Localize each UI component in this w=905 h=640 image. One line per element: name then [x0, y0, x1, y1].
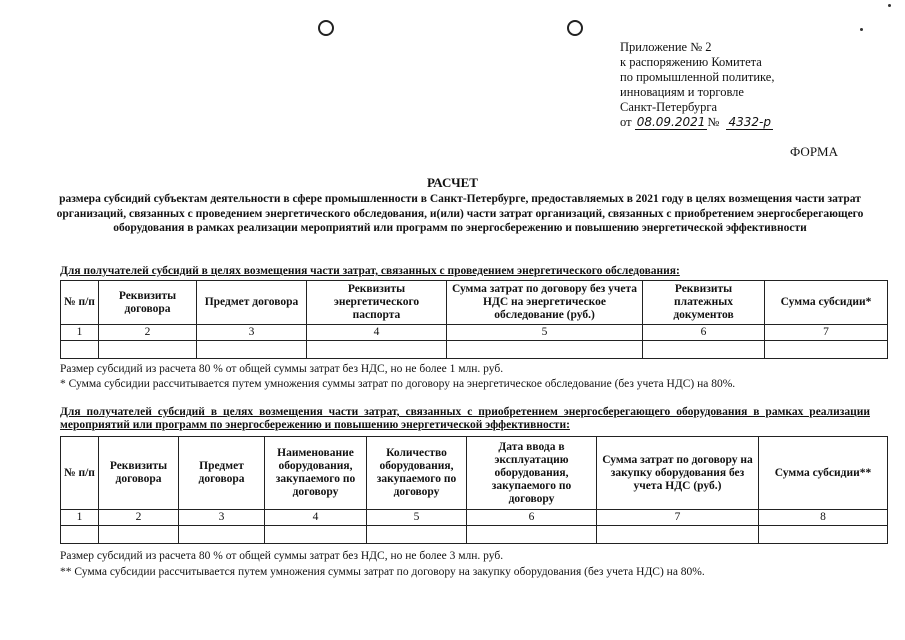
header-cell: Предмет договора	[197, 281, 307, 325]
column-number-row	[61, 510, 888, 526]
header-cell: Сумма затрат по договору на закупку оборудования без учета НДС (руб.)	[597, 437, 759, 510]
handwritten-date: 08.09.2021	[636, 115, 706, 129]
header-cell: Сумма субсидии*	[765, 281, 888, 325]
number-prefix: №	[707, 115, 720, 129]
appendix-date-line	[620, 115, 870, 130]
empty-data-row	[61, 341, 888, 359]
header-cell: № п/п	[61, 437, 99, 510]
empty-cell	[179, 526, 265, 544]
header-cell: Сумма субсидии**	[759, 437, 888, 510]
section1-note-limit: Размер субсидий из расчета 80 % от общей суммы затрат без НДС, но не более 1 млн. руб.	[60, 363, 504, 375]
empty-cell	[99, 341, 197, 359]
empty-cell	[759, 526, 888, 544]
form-label: ФОРМА	[790, 144, 838, 159]
header-cell: Сумма затрат по договору без учета НДС на энергетическое обследование (руб.)	[447, 281, 643, 325]
appendix-line: Приложение № 2	[620, 40, 712, 54]
column-number: 4	[307, 325, 447, 341]
column-number: 7	[765, 325, 888, 341]
section2-heading: Для получателей субсидий в целях возмещения части затрат, связанных с приобретением энергосберегающего оборудования в рамках реализации мероприятий или программ по энергосбережению и повышению энергетической эффективности:	[60, 406, 870, 431]
column-number: 6	[467, 510, 597, 526]
date-prefix: от	[620, 115, 632, 129]
table-energy-audit	[60, 280, 888, 359]
column-number-row	[61, 325, 888, 341]
header-cell: Реквизиты договора	[99, 437, 179, 510]
column-number: 1	[61, 510, 99, 526]
empty-cell	[197, 341, 307, 359]
empty-cell	[367, 526, 467, 544]
empty-cell	[765, 341, 888, 359]
empty-cell	[61, 526, 99, 544]
empty-cell	[61, 341, 99, 359]
column-number: 2	[99, 325, 197, 341]
header-cell: Реквизиты платежных документов	[643, 281, 765, 325]
column-number: 3	[197, 325, 307, 341]
header-cell: Предмет договора	[179, 437, 265, 510]
punch-hole-right	[567, 20, 583, 36]
empty-cell	[265, 526, 367, 544]
appendix-line: к распоряжению Комитета	[620, 55, 762, 69]
empty-cell	[307, 341, 447, 359]
table-header-row	[61, 281, 888, 325]
empty-cell	[467, 526, 597, 544]
scan-speck	[860, 28, 863, 31]
document-subtitle: размера субсидий субъектам деятельности в сфере промышленности в Санкт-Петербурге, предоставляемых в 2021 году в целях возмещения части затрат организаций, связанных с проведением энергетического обследования, и(или) части затрат организаций, связанных с приобретением энергосберегающего оборудования в рамках реализации мероприятий или программ по энергосбережению и повышению энергетической эффективности	[56, 193, 864, 234]
appendix-line: инновациям и торговле	[620, 85, 744, 99]
document-title: РАСЧЕТ	[427, 175, 478, 190]
column-number: 6	[643, 325, 765, 341]
punch-hole-left	[318, 20, 334, 36]
column-number: 7	[597, 510, 759, 526]
section1-heading: Для получателей субсидий в целях возмещения части затрат, связанных с проведением энергетического обследования:	[60, 265, 680, 277]
empty-cell	[597, 526, 759, 544]
empty-cell	[643, 341, 765, 359]
table-equipment	[60, 436, 888, 544]
section2-note-formula: ** Сумма субсидии рассчитывается путем умножения суммы затрат по договору на закупку оборудования (без учета НДС) на 80%.	[60, 566, 705, 578]
table-header-row	[61, 437, 888, 510]
handwritten-number: 4332-р	[728, 115, 771, 129]
header-cell: Дата ввода в эксплуатацию оборудования, закупаемого по договору	[467, 437, 597, 510]
header-cell: Реквизиты энергетического паспорта	[307, 281, 447, 325]
header-cell: № п/п	[61, 281, 99, 325]
column-number: 4	[265, 510, 367, 526]
column-number: 5	[367, 510, 467, 526]
appendix-line: по промышленной политике,	[620, 70, 775, 84]
section2-note-limit: Размер субсидий из расчета 80 % от общей суммы затрат без НДС, но не более 3 млн. руб.	[60, 550, 504, 562]
appendix-line: Санкт-Петербурга	[620, 100, 718, 114]
section1-note-formula: * Сумма субсидии рассчитывается путем умножения суммы затрат по договору на энергетическое обследование (без учета НДС) на 80%.	[60, 378, 736, 390]
column-number: 2	[99, 510, 179, 526]
header-cell: Реквизиты договора	[99, 281, 197, 325]
header-cell: Количество оборудования, закупаемого по договору	[367, 437, 467, 510]
scan-speck	[888, 4, 891, 7]
column-number: 8	[759, 510, 888, 526]
column-number: 5	[447, 325, 643, 341]
appendix-block	[620, 40, 870, 130]
empty-cell	[447, 341, 643, 359]
column-number: 1	[61, 325, 99, 341]
empty-data-row	[61, 526, 888, 544]
header-cell: Наименование оборудования, закупаемого по договору	[265, 437, 367, 510]
column-number: 3	[179, 510, 265, 526]
empty-cell	[99, 526, 179, 544]
